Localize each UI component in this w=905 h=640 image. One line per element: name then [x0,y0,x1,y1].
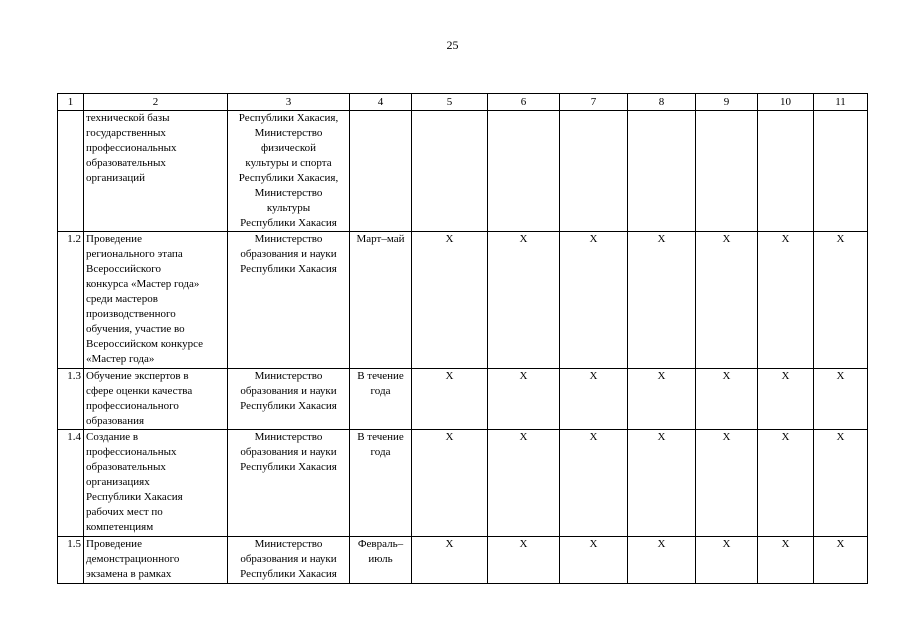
mark-cell: X [814,537,868,584]
term [350,111,412,232]
table-row [58,537,868,584]
mark-cell: X [560,369,628,430]
page-number: 25 [446,38,459,52]
row-number: 1.2 [58,232,84,369]
column-header: 3 [228,94,350,111]
mark-cell [758,111,814,232]
mark-cell: X [814,430,868,537]
row-number: 1.3 [58,369,84,430]
mark-cell [412,111,488,232]
mark-cell: X [488,537,560,584]
column-header: 2 [84,94,228,111]
table-row [58,430,868,537]
activity-name: Проведение регионального этапа Всероссийского конкурса «Мастер года» среди мастеров производственного обучения, участие во Всероссийском конкурсе «Мастер года» [84,232,228,369]
column-header: 6 [488,94,560,111]
mark-cell: X [696,537,758,584]
executor: Министерство образования и науки Республики Хакасия [228,430,350,537]
executor: Республики Хакасия, Министерство физической культуры и спорта Республики Хакасия, Министерство культуры Республики Хакасия [228,111,350,232]
column-header: 1 [58,94,84,111]
mark-cell: X [814,369,868,430]
mark-cell [488,111,560,232]
column-header: 5 [412,94,488,111]
activity-name: Проведение демонстрационного экзамена в рамках [84,537,228,584]
mark-cell: X [488,232,560,369]
mark-cell: X [560,232,628,369]
column-header: 9 [696,94,758,111]
table-row [58,369,868,430]
column-header: 7 [560,94,628,111]
row-number: 1.5 [58,537,84,584]
table-row [58,232,868,369]
term: В течение года [350,430,412,537]
column-header: 11 [814,94,868,111]
header-row [58,94,868,111]
mark-cell: X [814,232,868,369]
term: Март–май [350,232,412,369]
mark-cell: X [560,430,628,537]
mark-cell [560,111,628,232]
mark-cell: X [758,369,814,430]
plan-table [57,93,868,584]
row-number: 1.4 [58,430,84,537]
table-row [58,111,868,232]
mark-cell [814,111,868,232]
mark-cell: X [412,537,488,584]
term: Февраль– июль [350,537,412,584]
mark-cell: X [758,430,814,537]
mark-cell: X [696,369,758,430]
mark-cell [696,111,758,232]
mark-cell: X [412,369,488,430]
mark-cell: X [628,232,696,369]
activity-name: технической базы государственных профессиональных образовательных организаций [84,111,228,232]
mark-cell: X [560,537,628,584]
executor: Министерство образования и науки Республики Хакасия [228,537,350,584]
mark-cell: X [758,537,814,584]
mark-cell: X [628,369,696,430]
mark-cell: X [696,232,758,369]
executor: Министерство образования и науки Республики Хакасия [228,232,350,369]
mark-cell [628,111,696,232]
executor: Министерство образования и науки Республики Хакасия [228,369,350,430]
mark-cell: X [488,369,560,430]
column-header: 8 [628,94,696,111]
mark-cell: X [412,430,488,537]
mark-cell: X [628,537,696,584]
activity-name: Создание в профессиональных образовательных организациях Республики Хакасия рабочих мест по компетенциям [84,430,228,537]
column-header: 4 [350,94,412,111]
mark-cell: X [696,430,758,537]
mark-cell: X [488,430,560,537]
column-header: 10 [758,94,814,111]
mark-cell: X [412,232,488,369]
mark-cell: X [758,232,814,369]
term: В течение года [350,369,412,430]
mark-cell: X [628,430,696,537]
row-number [58,111,84,232]
activity-name: Обучение экспертов в сфере оценки качества профессионального образования [84,369,228,430]
